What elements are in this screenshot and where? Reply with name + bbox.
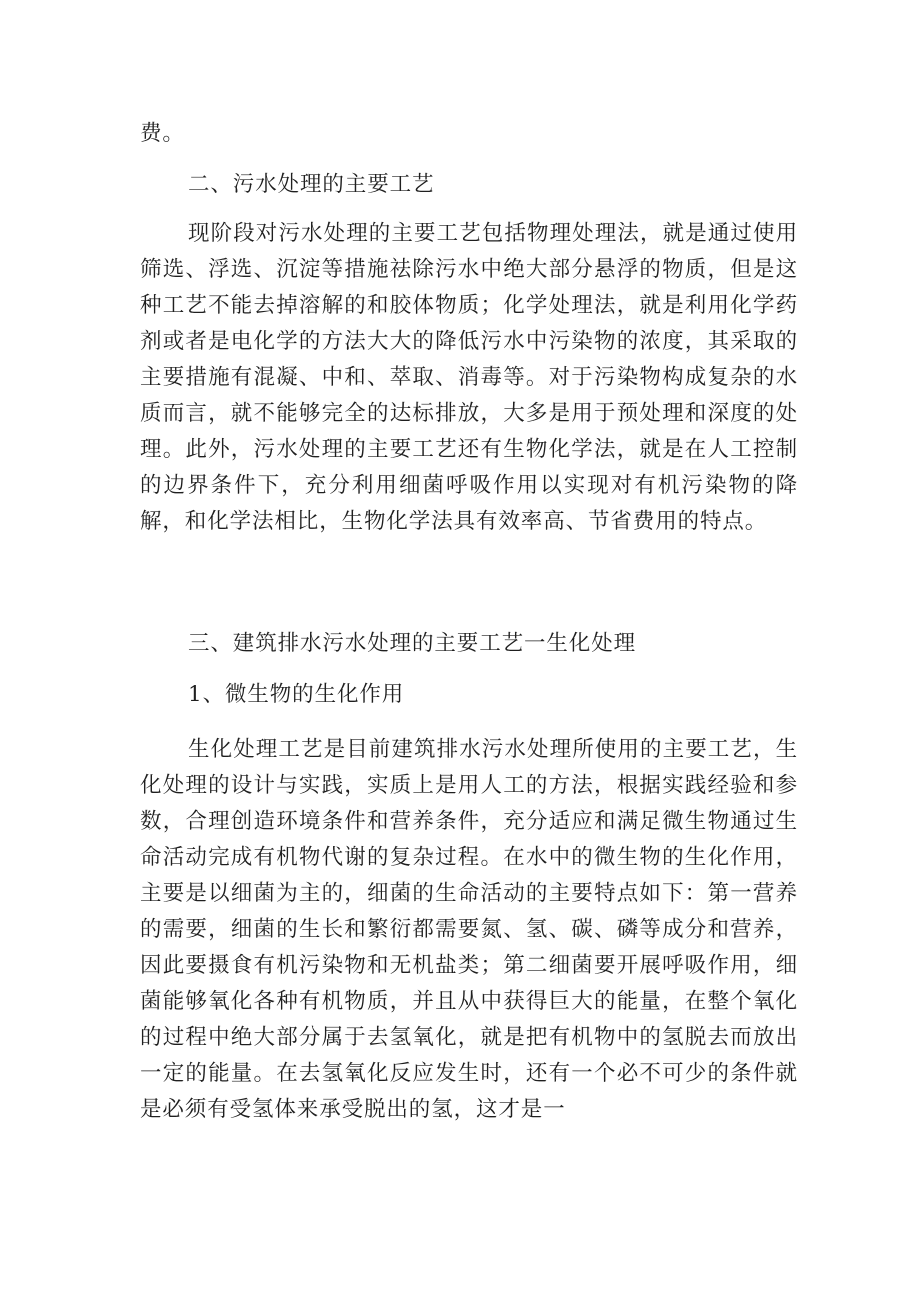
continuation-text: 费。 <box>140 121 185 146</box>
paragraph-biochemical-process: 生化处理工艺是目前建筑排水污水处理所使用的主要工艺，生化处理的设计与实践，实质上是用人工的方法，根据实践经验和参数，合理创造环境条件和营养条件，充分适应和满足微生物通过生命活动完成有机物代谢的复杂过程。在水中的微生物的生化作用，主要是以细菌为主的，细菌的生命活动的主要特点如下：第一营养的需要，细菌的生长和繁衍都需要氮、氢、碳、磷等成分和营养，因此要摄食有机污染物和无机盐类；第二细菌要开展呼吸作用，细菌能够氧化各种有机物质，并且从中获得巨大的能量，在整个氧化的过程中绝大部分属于去氢氧化，就是把有机物中的氢脱去而放出一定的能量。在去氢氧化反应发生时，还有一个必不可少的条件就是必须有受氢体来承受脱出的氢，这才是一 <box>140 737 798 1122</box>
subsection-heading: 1、微生物的生化作用 <box>188 682 405 707</box>
section-two-heading: 二、污水处理的主要工艺 <box>188 172 435 197</box>
section-three-heading: 三、建筑排水污水处理的主要工艺一生化处理 <box>188 631 637 656</box>
paragraph-processing-methods: 现阶段对污水处理的主要工艺包括物理处理法，就是通过使用筛选、浮选、沉淀等措施祛除污水中绝大部分悬浮的物质，但是这种工艺不能去掉溶解的和胶体物质；化学处理法，就是利用化学药剂或者是电化学的方法大大的降低污水中污染物的浓度，其采取的主要措施有混凝、中和、萃取、消毒等。对于污染物构成复杂的水质而言，就不能够完全的达标排放，大多是用于预处理和深度的处理。此外，污水处理的主要工艺还有生物化学法，就是在人工控制的边界条件下，充分利用细菌呼吸作用以实现对有机污染物的降解，和化学法相比，生物化学法具有效率高、节省费用的特点。 <box>140 221 798 534</box>
